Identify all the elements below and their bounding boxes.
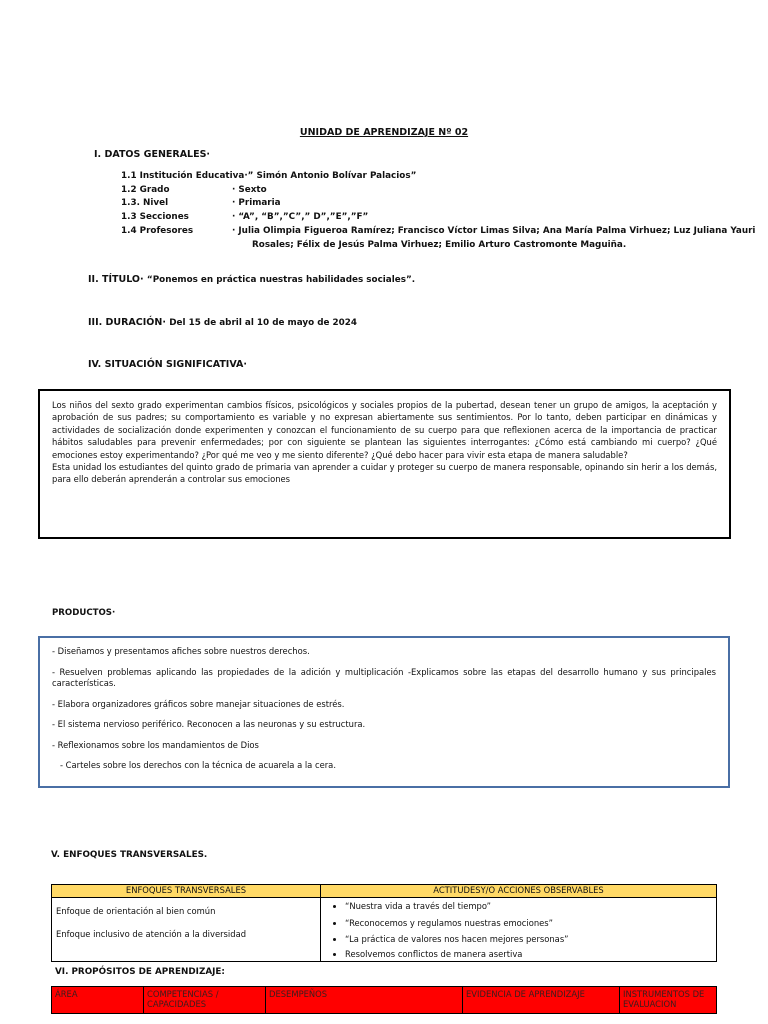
header-evidencia: EVIDENCIA DE APRENDIZAJE xyxy=(463,987,620,1014)
section-5-heading: V. ENFOQUES TRANSVERSALES. xyxy=(51,850,208,860)
acciones-list xyxy=(325,898,712,961)
general-row-secciones xyxy=(121,212,368,222)
row-value: · Primaria xyxy=(232,198,281,208)
section-3-duration xyxy=(88,317,357,328)
document-title: UNIDAD DE APRENDIZAJE Nº 02 xyxy=(299,127,469,138)
row-value: · Sexto xyxy=(232,185,267,195)
row-value: · “A”, “B”,”C”,” D”,”E”,”F” xyxy=(232,212,369,222)
producto-item: - Diseñamos y presentamos afiches sobre nuestros derechos. xyxy=(52,646,310,656)
acciones-header-cell: ACTITUDESY/O ACCIONES OBSERVABLES xyxy=(321,885,717,898)
row-label: 1.1 Institución Educativa· xyxy=(121,171,248,181)
producto-item: - El sistema nervioso periférico. Reconocen a las neuronas y su estructura. xyxy=(52,719,366,729)
general-row-institucion xyxy=(121,171,416,181)
enfoques-cell xyxy=(52,898,321,962)
acciones-cell xyxy=(321,898,717,962)
producto-item: - Carteles sobre los derechos con la técnica de acuarela a la cera. xyxy=(52,760,336,770)
section-3-value: Del 15 de abril al 10 de mayo de 2024 xyxy=(169,318,358,328)
row-value: · Julia Olimpia Figueroa Ramírez; Francisco Víctor Limas Silva; Ana María Palma Virhuez; Luz Juliana Yauri xyxy=(232,226,756,236)
header-area: ÁREA xyxy=(52,987,144,1014)
section-2-value: “Ponemos en práctica nuestras habilidades sociales”. xyxy=(146,275,416,285)
accion-item: • Resolvemos conflictos de manera asertiva xyxy=(345,948,712,961)
profesores-continuation: Rosales; Félix de Jesús Palma Virhuez; Emilio Arturo Castromonte Maguiña. xyxy=(252,240,627,250)
enfoques-table xyxy=(51,884,717,962)
enfoque-item: Enfoque de orientación al bien común xyxy=(56,906,216,916)
header-desempenos: DESEMPEÑOS xyxy=(266,987,463,1014)
accion-item: • “Nuestra vida a través del tiempo” xyxy=(345,898,712,915)
general-row-profesores xyxy=(121,226,755,236)
header-instrumentos: INSTRUMENTOS DE EVALUACION xyxy=(620,987,717,1014)
enfoques-header-row xyxy=(52,885,717,898)
productos-box xyxy=(38,636,730,788)
productos-heading: PRODUCTOS· xyxy=(52,608,116,618)
row-label: 1.2 Grado xyxy=(121,185,170,195)
producto-item: - Reflexionamos sobre los mandamientos de Dios xyxy=(52,739,259,750)
situacion-paragraph-1: Los niños del sexto grado experimentan cambios físicos, psicológicos y sociales propios de la pubertad, desean tener un grupo de amigos, la aceptación y aprobación de sus padres; su comportamiento es variable y no expresan abiertamente sus sentimientos. Por lo tanto, deben participar en dinámicas y actividades de socialización donde experimenten y conozcan el funcionamiento de su cuerpo para que reflexionen acerca de la importancia de practicar hábitos saludables para prevenir enfermedades; por con siguiente se plantean las siguientes interrogantes: ¿Cómo está cambiando mi cuerpo? ¿Qué emociones estoy experimentando? ¿Por qué me veo y me siento diferente? ¿Qué debo hacer para vivir esta etapa de manera saludable? xyxy=(52,400,717,460)
section-2-label: II. TÍTULO· xyxy=(88,274,144,285)
enfoque-item: Enfoque inclusivo de atención a la diversidad xyxy=(56,929,247,939)
propositos-header-row xyxy=(52,987,717,1014)
section-4-heading: IV. SITUACIÓN SIGNIFICATIVA· xyxy=(88,359,248,370)
situacion-paragraph-2: Esta unidad los estudiantes del quinto grado de primaria van aprender a cuidar y proteger su cuerpo de manera responsable, opinando sin herir a los demás, para ello deberán aprenderán a controlar sus emociones xyxy=(52,462,717,485)
header-competencias: COMPETENCIAS / CAPACIDADES xyxy=(144,987,266,1014)
producto-item: - Elabora organizadores gráficos sobre manejar situaciones de estrés. xyxy=(52,698,345,709)
section-1-heading: I. DATOS GENERALES· xyxy=(94,149,211,160)
section-2-title xyxy=(88,274,415,285)
accion-item: • “La práctica de valores nos hacen mejores personas” xyxy=(345,931,712,948)
row-value: ” Simón Antonio Bolívar Palacios” xyxy=(247,171,417,181)
situacion-significativa-box xyxy=(38,389,731,539)
accion-item: • “Reconocemos y regulamos nuestras emociones” xyxy=(345,915,712,932)
general-row-nivel xyxy=(121,198,281,208)
section-6-heading: VI. PROPÓSITOS DE APRENDIZAJE: xyxy=(55,967,225,977)
row-label: 1.4 Profesores xyxy=(121,226,194,236)
row-label: 1.3. Nivel xyxy=(121,198,169,208)
producto-item: - Resuelven problemas aplicando las propiedades de la adición y multiplicación -Explicamos sobre las etapas del desarrollo humano y sus principales características. xyxy=(52,666,716,688)
section-3-label: III. DURACIÓN· xyxy=(88,317,166,328)
propositos-table xyxy=(51,986,717,1014)
row-label: 1.3 Secciones xyxy=(121,212,189,222)
enfoques-header-cell: ENFOQUES TRANSVERSALES xyxy=(52,885,321,898)
enfoques-body-row xyxy=(52,898,717,962)
general-row-grado xyxy=(121,185,267,195)
